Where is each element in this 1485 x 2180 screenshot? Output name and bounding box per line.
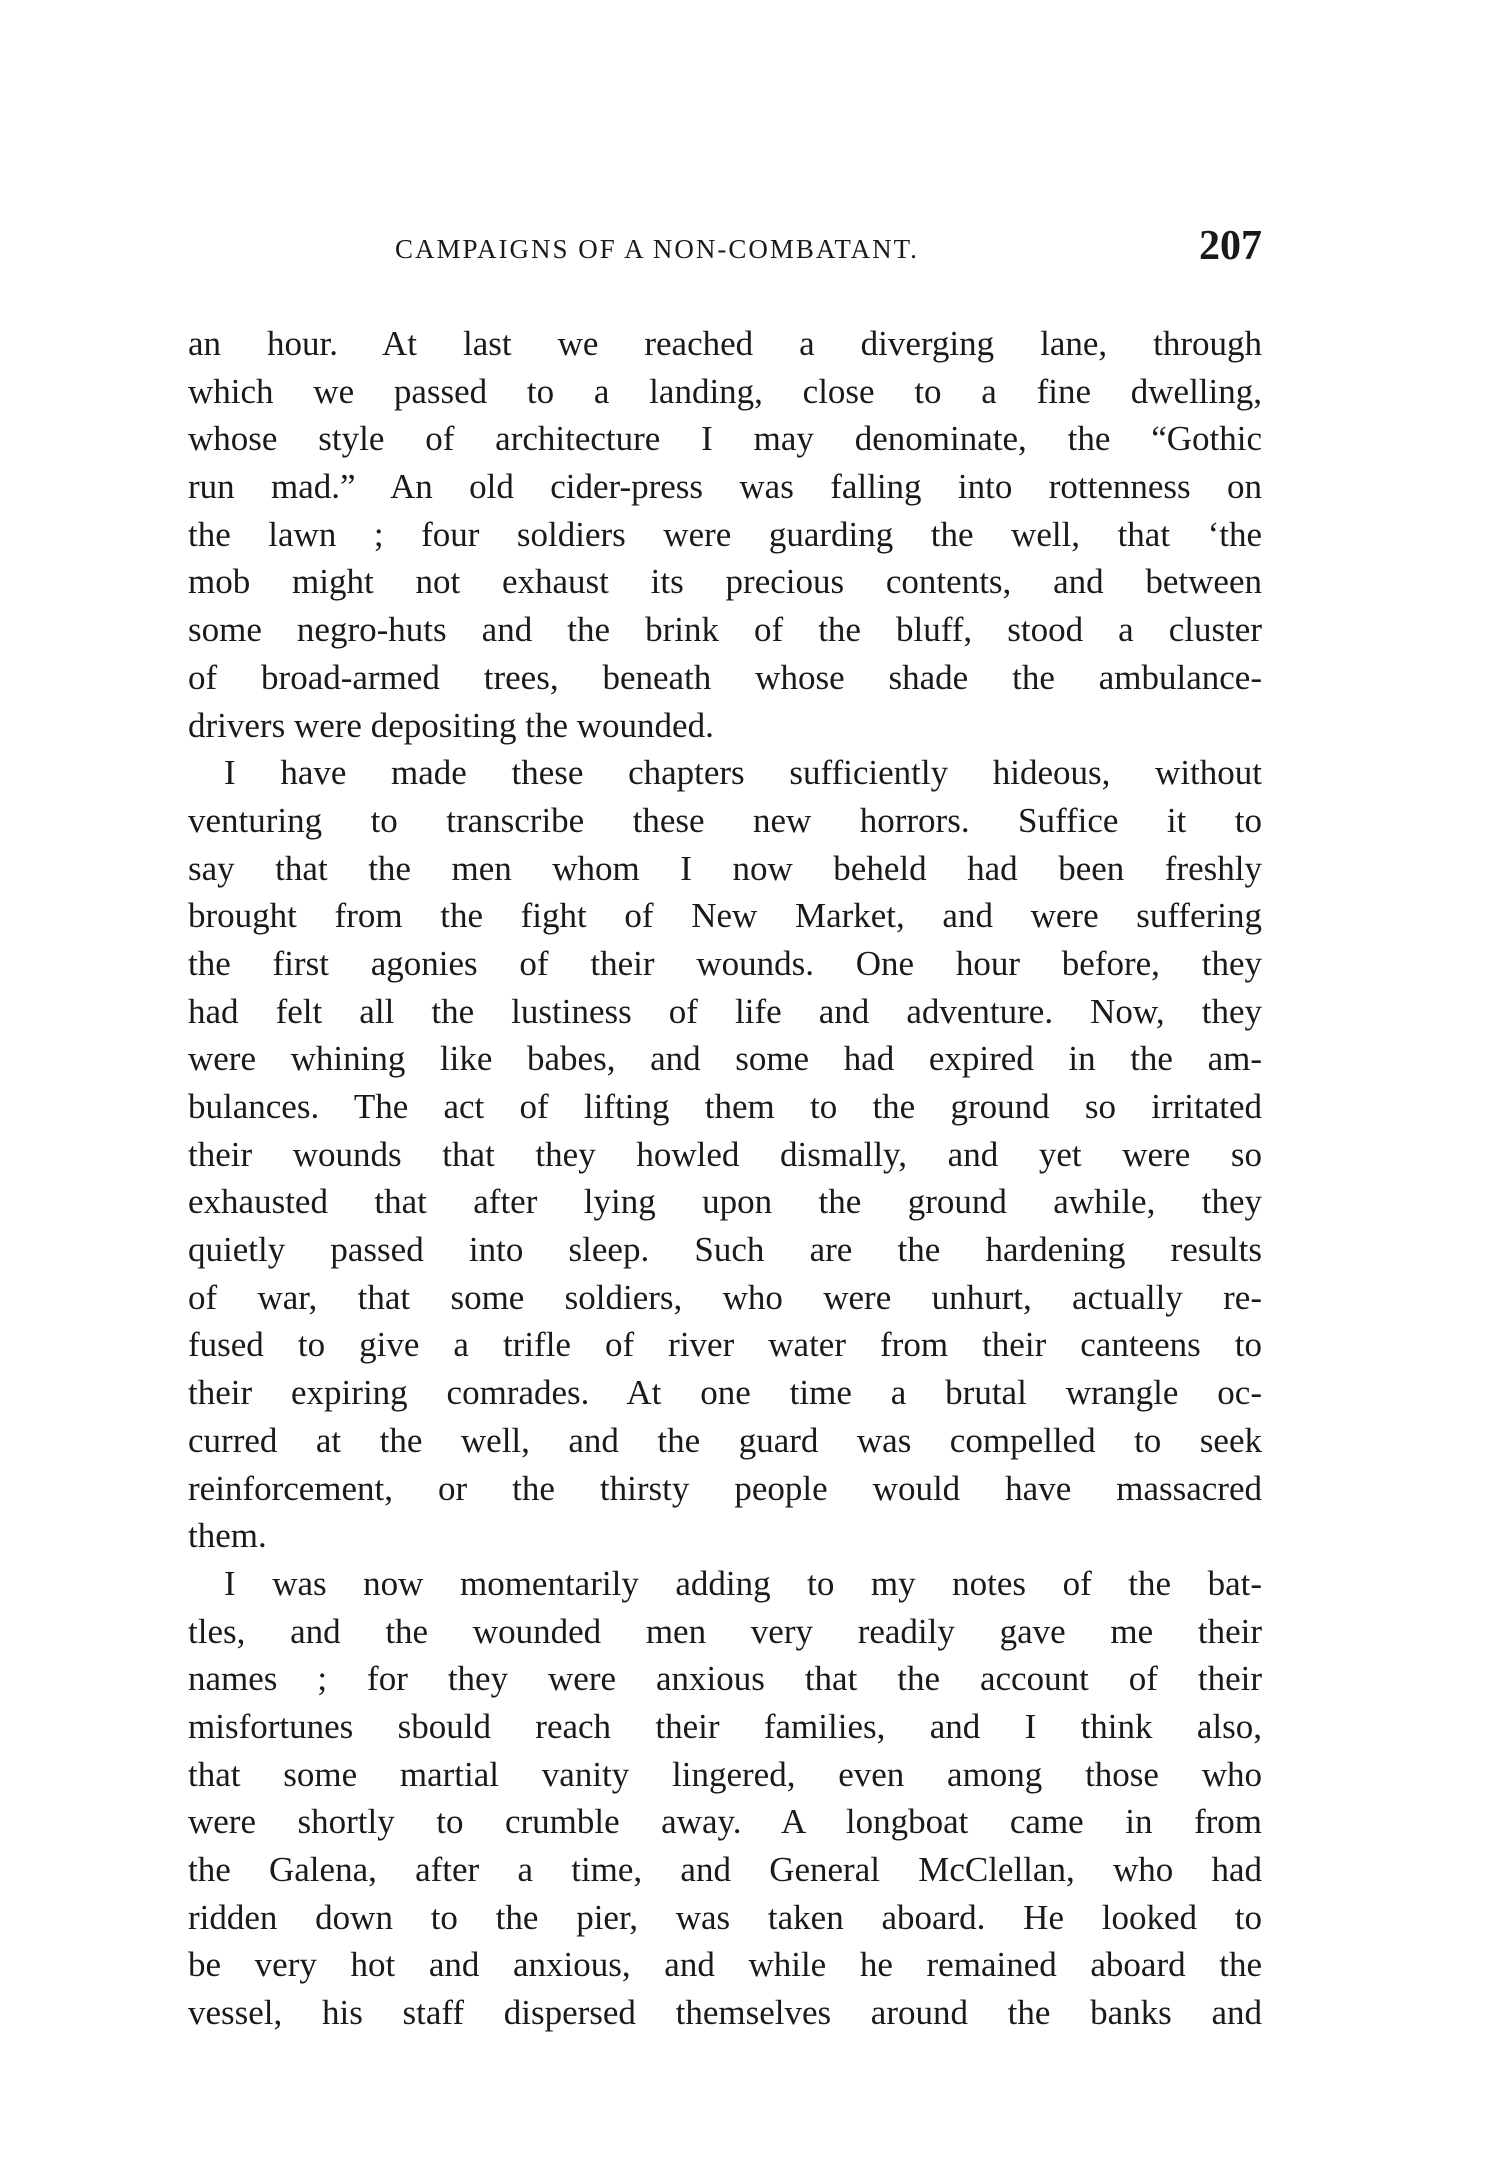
text-line: the Galena, after a time, and General McClellan, who had xyxy=(188,1850,1262,1889)
text-line: venturing to transcribe these new horrors. Suffice it to xyxy=(188,800,1262,840)
text-line: drivers were depositing the wounded. xyxy=(188,705,714,745)
text-line: mob might not exhaust its precious contents, and between xyxy=(188,562,1262,602)
text-line: the first agonies of their wounds. One hour before, they xyxy=(188,943,1262,983)
text-line: whose style of architecture I may denominate, the “Gothic xyxy=(188,419,1262,459)
text-line: fused to give a trifle of river water from their canteens to xyxy=(188,1325,1262,1365)
text-line: I have made these chapters sufficiently hideous, without xyxy=(224,753,1262,793)
page-number: 207 xyxy=(1199,223,1262,269)
text-line: that some martial vanity lingered, even among those who xyxy=(188,1754,1262,1794)
text-line: their expiring comrades. At one time a brutal wrangle oc- xyxy=(188,1373,1262,1413)
text-line: say that the men whom I now beheld had been freshly xyxy=(188,848,1262,888)
text-line: vessel, his staff dispersed themselves around the banks and xyxy=(188,1993,1262,2033)
page-header xyxy=(188,222,1262,272)
text-line: their wounds that they howled dismally, and yet were so xyxy=(188,1134,1262,1174)
text-line: tles, and the wounded men very readily gave me their xyxy=(188,1611,1262,1651)
text-line: ridden down to the pier, was taken aboard. He looked to xyxy=(188,1897,1262,1937)
text-line: I was now momentarily adding to my notes of the bat- xyxy=(224,1563,1262,1603)
text-line: some negro-huts and the brink of the bluff, stood a cluster xyxy=(188,610,1262,650)
text-line: exhausted that after lying upon the ground awhile, they xyxy=(188,1182,1262,1222)
text-line: them. xyxy=(188,1516,267,1556)
text-line: quietly passed into sleep. Such are the hardening results xyxy=(188,1230,1262,1270)
text-line: bulances. The act of lifting them to the ground so irritated xyxy=(188,1087,1262,1126)
text-line: an hour. At last we reached a diverging lane, through xyxy=(188,324,1262,363)
text-line: of broad-armed trees, beneath whose shade the ambulance- xyxy=(188,657,1262,697)
text-line: curred at the well, and the guard was compelled to seek xyxy=(188,1420,1262,1460)
text-line: of war, that some soldiers, who were unhurt, actually re- xyxy=(188,1277,1262,1317)
text-line: be very hot and anxious, and while he remained aboard the xyxy=(188,1945,1262,1985)
text-line: misfortunes sbould reach their families, and I think also, xyxy=(188,1706,1262,1746)
text-line: run mad.” An old cider-press was falling into rottenness on xyxy=(188,467,1262,507)
text-line: were whining like babes, and some had expired in the am- xyxy=(188,1039,1262,1079)
text-line: had felt all the lustiness of life and adventure. Now, they xyxy=(188,991,1262,1031)
running-title: CAMPAIGNS OF A NON-COMBATANT. xyxy=(395,234,919,264)
text-line: names ; for they were anxious that the account of their xyxy=(188,1659,1262,1699)
text-line: the lawn ; four soldiers were guarding the well, that ‘the xyxy=(188,514,1262,554)
body-text xyxy=(188,320,1262,2037)
text-line: reinforcement, or the thirsty people would have massacred xyxy=(188,1468,1262,1508)
text-line: brought from the fight of New Market, and were suffering xyxy=(188,896,1262,936)
text-line: were shortly to crumble away. A longboat came in from xyxy=(188,1802,1262,1842)
text-line: which we passed to a landing, close to a fine dwelling, xyxy=(188,371,1262,411)
